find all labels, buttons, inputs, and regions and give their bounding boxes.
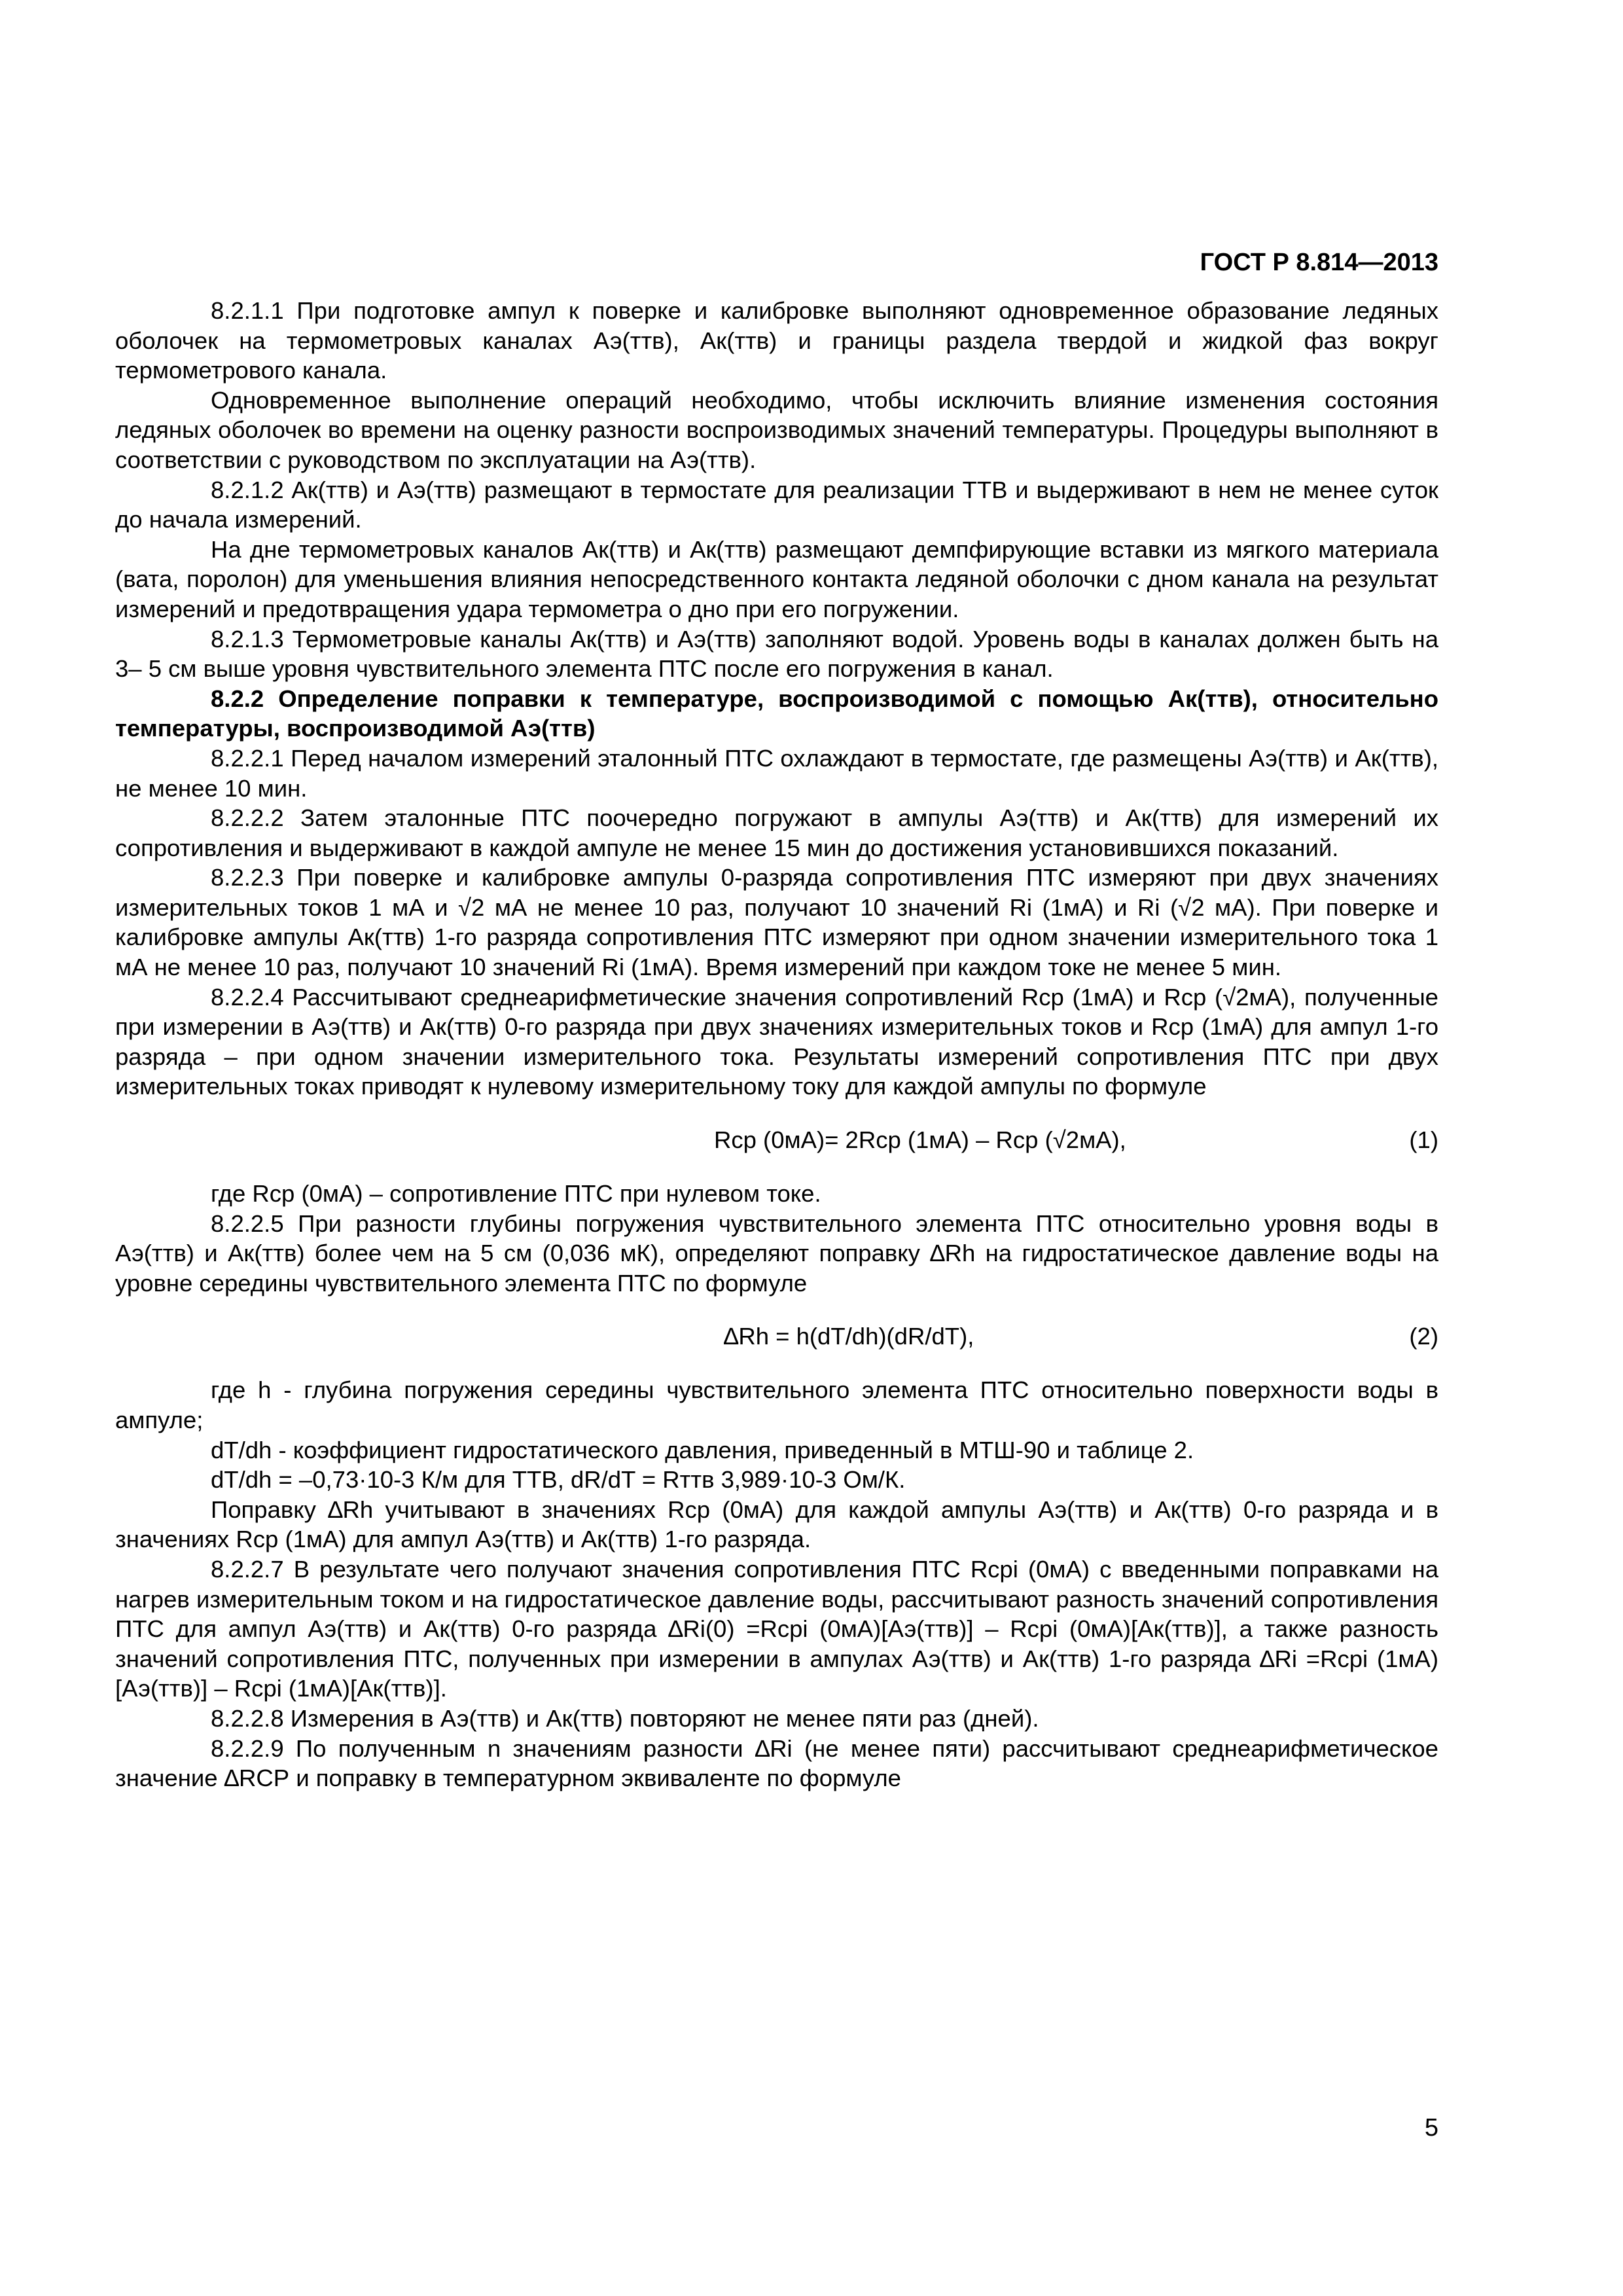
formula-2-number: (2) xyxy=(1409,1323,1438,1350)
paragraph-8-2-2-3: 8.2.2.3 При поверке и калибровке ампулы 0-разряда сопротивления ПТС измеряют при двух значениях измерительных токов 1 мА и √2 мА не менее 10 раз, получают 10 значений Ri (1мА) и Ri (√2 мА). При поверке и калибровке ампулы Ак(ттв) 1-го разряда сопротивления ПТС измеряют при одном значении измерительного тока 1 мА не менее 10 раз, получают 10 значений Ri (1мА). Время измерений при каждом токе не менее 5 мин. xyxy=(115,864,1438,981)
formula-2 xyxy=(115,1298,1438,1375)
formula-2-expression: ∆Rh = h(dT/dh)(dR/dT), xyxy=(724,1323,974,1350)
paragraph-8-2-1-3: 8.2.1.3 Термометровые каналы Ак(ттв) и Аэ(ттв) заполняют водой. Уровень воды в каналах должен быть на 3– 5 см выше уровня чувствительного элемента ПТС после его погружения в канал. xyxy=(115,625,1438,683)
paragraph-correction-applied: Поправку ∆Rh учитывают в значениях Rср (0мА) для каждой ампулы Аэ(ттв) и Ак(ттв) 0-го разряда и в значениях Rср (1мА) для ампул Аэ(ттв) и Ак(ттв) 1-го разряда. xyxy=(115,1496,1438,1553)
document-body xyxy=(115,296,1438,1793)
formula-1 xyxy=(115,1102,1438,1179)
paragraph-dtdh-coefficient: dT/dh - коэффициент гидростатического давления, приведенный в МТШ-90 и таблице 2. xyxy=(211,1436,1194,1463)
paragraph-8-2-2-9: 8.2.2.9 По полученным n значениям разности ∆Ri (не менее пяти) рассчитывают среднеарифметическое значение ∆RСР и поправку в температурном эквиваленте по формуле xyxy=(115,1734,1438,1792)
paragraph-8-2-2-8: 8.2.2.8 Измерения в Аэ(ттв) и Ак(ттв) повторяют не менее пяти раз (дней). xyxy=(211,1704,1039,1732)
paragraph-8-2-2-2: 8.2.2.2 Затем эталонные ПТС поочередно погружают в ампулы Аэ(ттв) и Ак(ттв) для измерений их сопротивления и выдерживают в каждой ампуле не менее 15 мин до достижения установившихся показаний. xyxy=(115,804,1438,861)
paragraph-damping-inserts: На дне термометровых каналов Ак(ттв) и Ак(ттв) размещают демпфирующие вставки из мягкого материала (вата, поролон) для уменьшения влияния непосредственного контакта ледяной оболочки с дном канала на результат измерений и предотвращения удара термометра о дно при его погружении. xyxy=(115,535,1438,622)
paragraph-8-2-2-1: 8.2.2.1 Перед началом измерений эталонный ПТС охлаждают в термостате, где размещены Аэ(ттв) и Ак(ттв), не менее 10 мин. xyxy=(115,744,1438,802)
document-header: ГОСТ Р 8.814—2013 xyxy=(1200,249,1438,276)
paragraph-8-2-2-7: 8.2.2.7 В результате чего получают значения сопротивления ПТС Rсрi (0мА) с введенными поправками на нагрев измерительным током и на гидростатическое давление воды, рассчитывают разность значений сопротивления ПТС для ампул Аэ(ттв) и Ак(ттв) 0-го разряда ∆Ri(0) =Rсрi (0мА)[Аэ(ттв)] – Rсрi (0мА)[Ак(ттв)], а также разность значений сопротивления ПТС, полученных при измерении в ампулах Аэ(ттв) и Ак(ттв) 1-го разряда ∆Ri =Rсрi (1мА)[Аэ(ттв)] – Rсрi (1мА)[Ак(ттв)]. xyxy=(115,1555,1438,1702)
paragraph-zero-current-definition: где Rср (0мА) – сопротивление ПТС при нулевом токе. xyxy=(211,1180,821,1208)
paragraph-dtdh-values: dT/dh = –0,73·10-3 К/м для ТТВ, dR/dT = Rттв 3,989·10-3 Ом/К. xyxy=(211,1466,906,1494)
section-heading-8-2-2: 8.2.2 Определение поправки к температуре, воспроизводимой с помощью Ак(ттв), относительно температуры, воспроизводимой Аэ(ттв) xyxy=(115,685,1438,742)
formula-1-number: (1) xyxy=(1409,1126,1438,1154)
formula-1-expression: Rср (0мА)= 2Rср (1мА) – Rср (√2мА), xyxy=(714,1126,1126,1154)
paragraph-depth-definition: где h - глубина погружения середины чувствительного элемента ПТС относительно поверхности воды в ампуле; xyxy=(115,1376,1438,1433)
paragraph-8-2-1-1: 8.2.1.1 При подготовке ампул к поверке и калибровке выполняют одновременное образование ледяных оболочек на термометровых каналах Аэ(ттв), Ак(ттв) и границы раздела твердой и жидкой фаз вокруг термометрового канала. xyxy=(115,297,1438,384)
paragraph-simultaneous-operations: Одновременное выполнение операций необходимо, чтобы исключить влияние изменения состояния ледяных оболочек во времени на оценку разности воспроизводимых значений температуры. Процедуры выполняют в соответствии с руководством по эксплуатации на Аэ(ттв). xyxy=(115,386,1438,473)
page-number: 5 xyxy=(1424,2114,1438,2142)
paragraph-8-2-2-4: 8.2.2.4 Рассчитывают среднеарифметические значения сопротивлений Rср (1мА) и Rср (√2мА), полученные при измерении в Аэ(ттв) и Ак(ттв) 0-го разряда при двух значениях измерительных токов и Rср (1мА) для ампул 1-го разряда – при одном значении измерительного тока. Результаты измерений сопротивления ПТС при двух измерительных токах приводят к нулевому измерительному току для каждой ампулы по формуле xyxy=(115,983,1438,1100)
paragraph-8-2-1-2: 8.2.1.2 Ак(ттв) и Аэ(ттв) размещают в термостате для реализации ТТВ и выдерживают в нем не менее суток до начала измерений. xyxy=(115,476,1438,533)
paragraph-8-2-2-5: 8.2.2.5 При разности глубины погружения чувствительного элемента ПТС относительно уровня воды в Аэ(ттв) и Ак(ттв) более чем на 5 см (0,036 мК), определяют поправку ∆Rh на гидростатическое давление воды на уровне середины чувствительного элемента ПТС по формуле xyxy=(115,1210,1438,1297)
